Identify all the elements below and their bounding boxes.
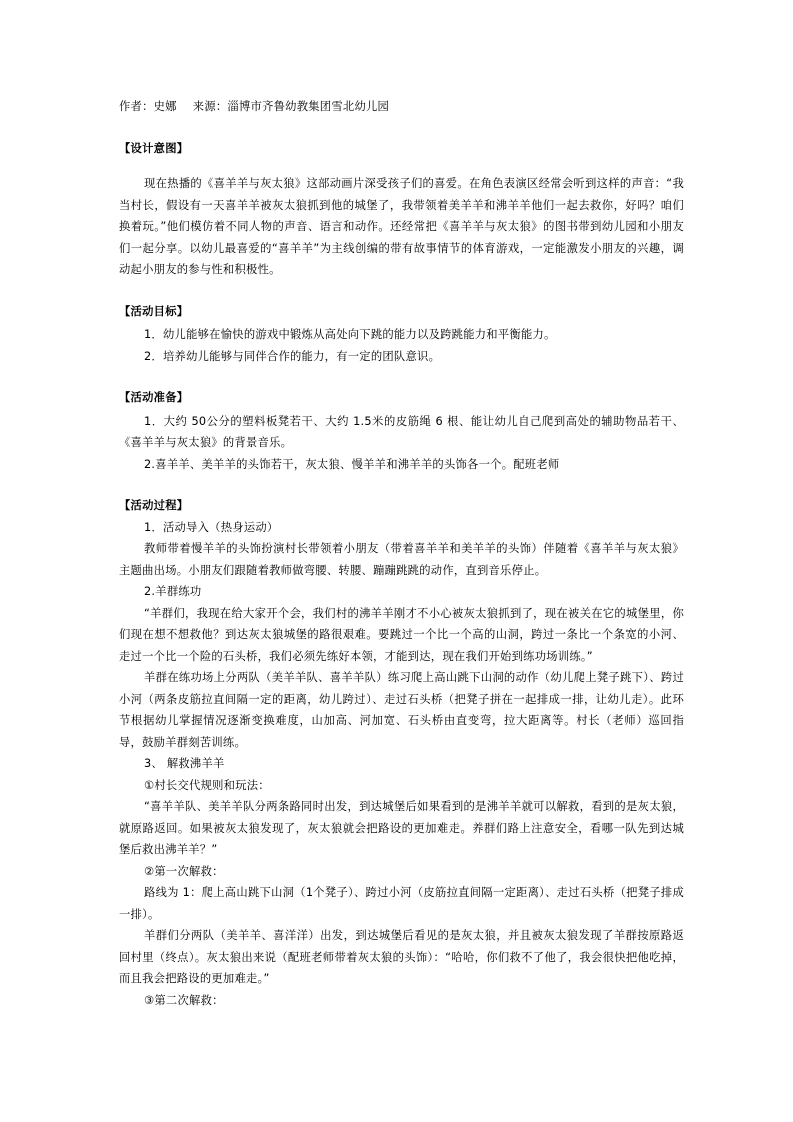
meta-line [119, 96, 684, 118]
process-paragraph: 路线为 1：爬上高山跳下山洞（1个凳子）、跨过小河（皮筋拉直间隔一定距离）、走过石头桥（把凳子排成一排）。 [119, 886, 684, 921]
goals-heading: 【活动目标】 [119, 304, 189, 318]
process-paragraph: ②第一次解救： [144, 864, 224, 878]
process-paragraph: “羊群们，我现在给大家开个会，我们村的沸羊羊刚才不小心被灰太狼抓到了，现在被关在它的城堡里，你们现在想不想救他？到达灰太狼城堡的路很艰难。要跳过一个比一个高的山洞，跨过一条比一个条宽的小河、走过一个比一个险的石头桥，我们必须先练好本领，才能到达，现在我们开始到练功场训练。” [119, 606, 684, 663]
process-heading: 【活动过程】 [119, 499, 189, 512]
goal-item: 2．培养幼儿能够与同伴合作的能力，有一定的团队意识。 [144, 349, 441, 363]
process-paragraph: “喜羊羊队、美羊羊队分两条路同时出发，到达城堡后如果看到的是沸羊羊就可以解救，看到的是灰太狼，就原路返回。如果被灰太狼发现了，灰太狼就会把路设的更加难走。养群们路上注意安全，看哪一队先到达城堡后救出沸羊羊？” [119, 800, 684, 856]
author-label: 作者： [119, 100, 154, 113]
design-paragraph: 现在热播的《喜羊羊与灰太狼》这部动画片深受孩子们的喜爱。在角色表演区经常会听到这样的声音：“我当村长，假设有一天喜羊羊被灰太狼抓到他的城堡了，我带领着美羊羊和沸羊羊他们一起去救你，好吗？咱们换着玩。”他们模仿着不同人物的声音、语言和动作。还经常把《喜羊羊与灰太狼》的图书带到幼儿园和小朋友们一起分享。以幼儿最喜爱的“喜羊羊”为主线创编的带有故事情节的体育游戏，一定能激发小朋友的兴趣，调动起小朋友的参与性和积极性。 [119, 177, 684, 276]
process-paragraph: 教师带着慢羊羊的头饰扮演村长带领着小朋友（带着喜羊羊和美羊羊的头饰）伴随着《喜羊羊与灰太狼》主题曲出场。小朋友们跟随着教师做弯腰、转腰、蹦蹦跳跳的动作，直到音乐停止。 [119, 542, 684, 577]
process-paragraph: 羊群在练功场上分两队（美羊羊队、喜羊羊队）练习爬上高山跳下山洞的动作（幼儿爬上凳子跳下）、跨过小河（两条皮筋拉直间隔一定的距离，幼儿跨过）、走过石头桥（把凳子拼在一起排成一排，让幼儿走）。此环节根据幼儿掌握情况逐渐变换难度，山加高、河加宽、石头桥由直变弯，拉大距离等。村长（老师）巡回指导，鼓励羊群刻苦训练。 [119, 671, 684, 749]
process-paragraph: ③第二次解救： [144, 993, 224, 1007]
prep-item: 2.喜羊羊、美羊羊的头饰若干，灰太狼、慢羊羊和沸羊羊的头饰各一个。配班老师 [144, 457, 560, 471]
document-body [119, 96, 684, 1011]
process-paragraph: 羊群们分两队（美羊羊、喜洋洋）出发，到达城堡后看见的是灰太狼，并且被灰太狼发现了羊群按原路返回村里（终点）。灰太狼出来说（配班老师带着灰太狼的头饰）：“哈哈，你们救不了他了，我会很快把他吃掉，而且我会把路设的更加难走。” [119, 929, 684, 985]
design-heading: 【设计意图】 [119, 141, 189, 155]
source-name: 淄博市齐鲁幼教集团雪北幼儿园 [227, 100, 390, 113]
prep-item: 1．大约 50公分的塑料板凳若干、大约 1.5米的皮筋绳 6 根、能让幼儿自己爬到高处的辅助物品若干、《喜羊羊与灰太狼》的背景音乐。 [119, 414, 684, 449]
goal-item: 1．幼儿能够在愉快的游戏中锻炼从高处向下跳的能力以及跨跳能力和平衡能力。 [144, 328, 556, 341]
source-label: 来源： [192, 100, 228, 113]
process-paragraph: ①村长交代规则和玩法： [144, 778, 270, 792]
prep-heading: 【活动准备】 [119, 391, 189, 404]
process-paragraph: 2.羊群练功 [144, 585, 202, 598]
process-paragraph: 3、 解救沸羊羊 [144, 757, 225, 770]
author-name: 史娜 [153, 100, 177, 113]
process-paragraph: 1．活动导入（热身运动） [144, 520, 279, 534]
